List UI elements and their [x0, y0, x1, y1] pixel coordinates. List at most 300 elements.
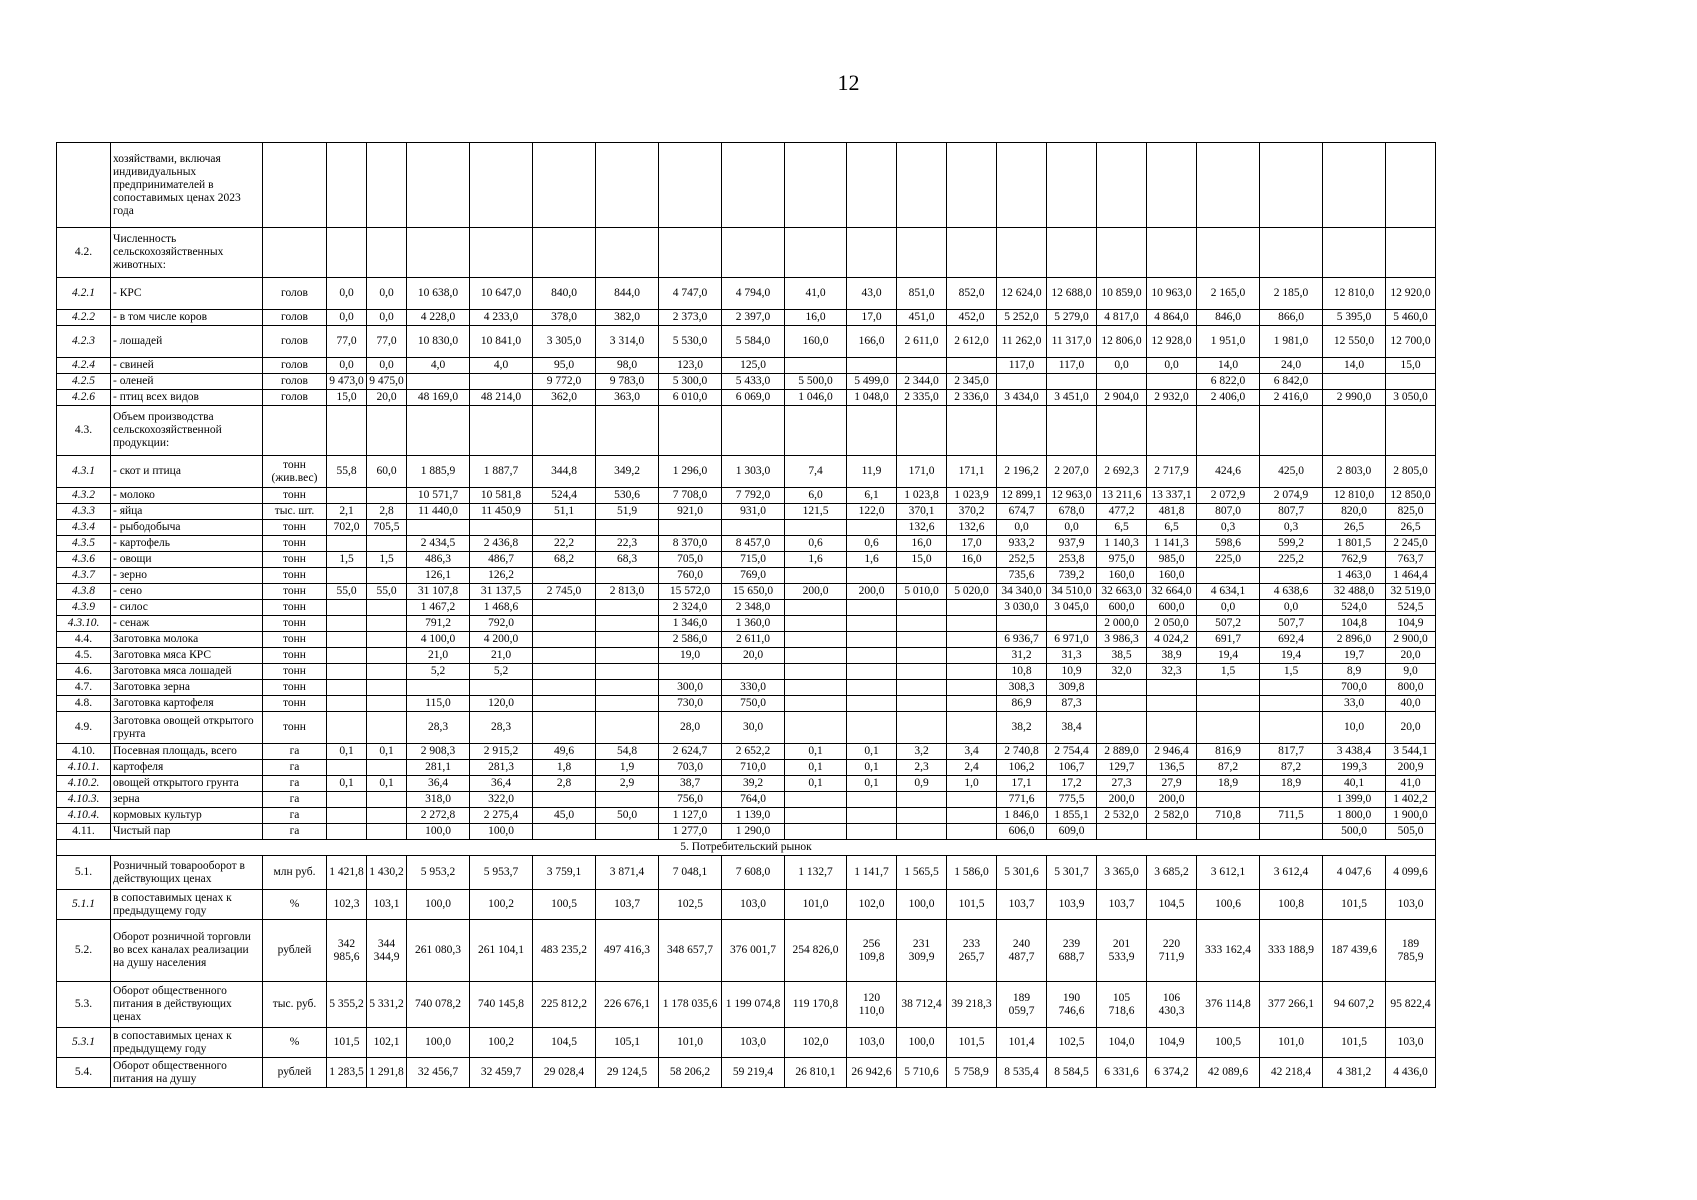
- row-label: Оборот общественного питания на душу: [111, 1058, 263, 1088]
- table-cell: 4 638,6: [1260, 584, 1323, 600]
- table-cell: 120 110,0: [847, 982, 897, 1028]
- row-number: 4.10.3.: [57, 792, 111, 808]
- table-cell: [533, 632, 596, 648]
- table-cell: 377 266,1: [1260, 982, 1323, 1028]
- table-cell: [327, 616, 367, 632]
- row-label: в сопоставимых ценах к предыдущему году: [111, 1028, 263, 1058]
- table-cell: 322,0: [470, 792, 533, 808]
- table-cell: 1 178 035,6: [659, 982, 722, 1028]
- table-cell: 120,0: [470, 696, 533, 712]
- table-cell: [722, 406, 785, 456]
- table-cell: 344,8: [533, 456, 596, 488]
- table-cell: [596, 824, 659, 840]
- table-cell: 2 000,0: [1097, 616, 1147, 632]
- table-cell: 33,0: [1323, 696, 1386, 712]
- table-cell: 102,0: [785, 1028, 847, 1058]
- table-cell: [847, 696, 897, 712]
- table-cell: 38,9: [1147, 648, 1197, 664]
- table-cell: 15,0: [1386, 358, 1436, 374]
- row-unit: тонн: [263, 712, 327, 744]
- table-cell: [1047, 228, 1097, 278]
- table-cell: 31 137,5: [470, 584, 533, 600]
- table-cell: 104,9: [1386, 616, 1436, 632]
- table-cell: [722, 143, 785, 228]
- table-cell: 2 932,0: [1147, 390, 1197, 406]
- table-cell: 59 219,4: [722, 1058, 785, 1088]
- table-cell: 750,0: [722, 696, 785, 712]
- table-cell: [847, 792, 897, 808]
- table-cell: 937,9: [1047, 536, 1097, 552]
- table-cell: [847, 228, 897, 278]
- table-row: [57, 504, 1486, 520]
- table-cell: 0,0: [1260, 600, 1323, 616]
- table-cell: 2 889,0: [1097, 744, 1147, 760]
- row-unit: %: [263, 1028, 327, 1058]
- table-row: [57, 776, 1486, 792]
- table-row: [57, 374, 1486, 390]
- table-cell: 136,5: [1147, 760, 1197, 776]
- table-cell: 95,0: [533, 358, 596, 374]
- table-cell: 3 685,2: [1147, 856, 1197, 890]
- table-cell: 32 459,7: [470, 1058, 533, 1088]
- row-label: - картофель: [111, 536, 263, 552]
- table-cell: 100,0: [407, 890, 470, 920]
- table-cell: 740 145,8: [470, 982, 533, 1028]
- table-cell: 58 206,2: [659, 1058, 722, 1088]
- table-cell: 160,0: [785, 326, 847, 358]
- table-cell: 4 228,0: [407, 310, 470, 326]
- table-cell: 0,0: [367, 310, 407, 326]
- table-cell: 1 199 074,8: [722, 982, 785, 1028]
- table-cell: 26,5: [1386, 520, 1436, 536]
- row-number: 4.7.: [57, 680, 111, 696]
- table-cell: 261 080,3: [407, 920, 470, 982]
- table-cell: 7 608,0: [722, 856, 785, 890]
- table-cell: 121,5: [785, 504, 847, 520]
- row-unit: рублей: [263, 920, 327, 982]
- table-cell: 32 488,0: [1323, 584, 1386, 600]
- table-cell: 771,6: [997, 792, 1047, 808]
- table-cell: [897, 792, 947, 808]
- table-cell: 199,3: [1323, 760, 1386, 776]
- table-cell: [947, 632, 997, 648]
- table-cell: 730,0: [659, 696, 722, 712]
- table-cell: [367, 808, 407, 824]
- row-label: - молоко: [111, 488, 263, 504]
- table-cell: 166,0: [847, 326, 897, 358]
- row-label: - птиц всех видов: [111, 390, 263, 406]
- table-cell: 9 772,0: [533, 374, 596, 390]
- table-cell: 100,2: [470, 890, 533, 920]
- table-cell: 0,1: [327, 776, 367, 792]
- table-cell: 0,0: [327, 358, 367, 374]
- table-cell: 4 817,0: [1097, 310, 1147, 326]
- row-number: 4.2.2: [57, 310, 111, 326]
- table-cell: 5 010,0: [897, 584, 947, 600]
- table-cell: [897, 808, 947, 824]
- table-cell: 0,0: [1097, 358, 1147, 374]
- table-cell: 125,0: [722, 358, 785, 374]
- table-cell: 4 794,0: [722, 278, 785, 310]
- table-cell: 2 652,2: [722, 744, 785, 760]
- table-cell: 703,0: [659, 760, 722, 776]
- table-cell: 1 399,0: [1323, 792, 1386, 808]
- table-cell: 6 936,7: [997, 632, 1047, 648]
- table-cell: 3 986,3: [1097, 632, 1147, 648]
- table-cell: 1 346,0: [659, 616, 722, 632]
- table-cell: 100,8: [1260, 890, 1323, 920]
- table-cell: [367, 760, 407, 776]
- table-row: [57, 600, 1486, 616]
- table-cell: 123,0: [659, 358, 722, 374]
- row-unit: тонн: [263, 664, 327, 680]
- table-cell: [785, 520, 847, 536]
- table-cell: 2,8: [533, 776, 596, 792]
- table-cell: 122,0: [847, 504, 897, 520]
- table-cell: [997, 616, 1047, 632]
- table-cell: 2 624,7: [659, 744, 722, 760]
- table-cell: 11 317,0: [1047, 326, 1097, 358]
- table-cell: [367, 648, 407, 664]
- table-cell: [596, 568, 659, 584]
- table-row: [57, 552, 1486, 568]
- table-cell: 598,6: [1197, 536, 1260, 552]
- table-cell: [1386, 406, 1436, 456]
- table-cell: 160,0: [1147, 568, 1197, 584]
- table-cell: [1386, 228, 1436, 278]
- table-cell: 348 657,7: [659, 920, 722, 982]
- table-cell: 1 887,7: [470, 456, 533, 488]
- row-number: [57, 143, 111, 228]
- table-cell: [897, 143, 947, 228]
- table-cell: 0,1: [367, 776, 407, 792]
- table-cell: 129,7: [1097, 760, 1147, 776]
- row-number: 4.2.1: [57, 278, 111, 310]
- table-cell: 763,7: [1386, 552, 1436, 568]
- table-cell: [596, 712, 659, 744]
- table-row: [57, 982, 1486, 1028]
- row-label: Численность сельскохозяйственных животных:: [111, 228, 263, 278]
- table-cell: [785, 568, 847, 584]
- table-cell: 50,0: [596, 808, 659, 824]
- row-number: 4.2.: [57, 228, 111, 278]
- table-cell: 820,0: [1323, 504, 1386, 520]
- table-cell: 678,0: [1047, 504, 1097, 520]
- table-cell: 1 023,9: [947, 488, 997, 504]
- row-label: - оленей: [111, 374, 263, 390]
- row-number: 4.3.1: [57, 456, 111, 488]
- table-cell: 3 759,1: [533, 856, 596, 890]
- table-cell: [1147, 143, 1197, 228]
- row-unit: тонн: [263, 616, 327, 632]
- table-cell: [1260, 680, 1323, 696]
- section-title: 5. Потребительский рынок: [57, 840, 1436, 856]
- table-row: [57, 1028, 1486, 1058]
- table-cell: [785, 358, 847, 374]
- section-header-row: [57, 840, 1486, 856]
- table-cell: 702,0: [327, 520, 367, 536]
- table-cell: [1147, 406, 1197, 456]
- table-cell: [1097, 228, 1147, 278]
- table-cell: [1260, 228, 1323, 278]
- table-cell: 2 754,4: [1047, 744, 1097, 760]
- table-cell: [470, 374, 533, 390]
- row-number: 4.3.6: [57, 552, 111, 568]
- table-cell: 599,2: [1260, 536, 1323, 552]
- table-cell: 32 664,0: [1147, 584, 1197, 600]
- table-cell: 370,1: [897, 504, 947, 520]
- table-cell: 38,5: [1097, 648, 1147, 664]
- table-cell: 189 785,9: [1386, 920, 1436, 982]
- table-cell: 318,0: [407, 792, 470, 808]
- table-cell: 762,9: [1323, 552, 1386, 568]
- table-cell: 261 104,1: [470, 920, 533, 982]
- table-cell: [847, 824, 897, 840]
- table-cell: 2,4: [947, 760, 997, 776]
- table-cell: 2 805,0: [1386, 456, 1436, 488]
- table-cell: 225 812,2: [533, 982, 596, 1028]
- row-number: 4.11.: [57, 824, 111, 840]
- row-label: Заготовка овощей открытого грунта: [111, 712, 263, 744]
- row-unit: голов: [263, 310, 327, 326]
- table-cell: 507,7: [1260, 616, 1323, 632]
- table-cell: [1147, 374, 1197, 390]
- table-cell: 524,0: [1323, 600, 1386, 616]
- table-cell: 38 712,4: [897, 982, 947, 1028]
- table-cell: 100,6: [1197, 890, 1260, 920]
- table-cell: [659, 228, 722, 278]
- row-number: 4.4.: [57, 632, 111, 648]
- table-cell: 41,0: [1386, 776, 1436, 792]
- table-cell: [327, 600, 367, 616]
- table-cell: 100,0: [407, 1028, 470, 1058]
- table-cell: 1 290,0: [722, 824, 785, 840]
- table-cell: 10,8: [997, 664, 1047, 680]
- table-cell: 200,9: [1386, 760, 1436, 776]
- table-cell: 55,8: [327, 456, 367, 488]
- table-cell: 11 262,0: [997, 326, 1047, 358]
- table-row: [57, 1058, 1486, 1088]
- row-unit: га: [263, 792, 327, 808]
- table-cell: 40,1: [1323, 776, 1386, 792]
- row-label: - в том числе коров: [111, 310, 263, 326]
- table-cell: [1323, 406, 1386, 456]
- row-label: картофеля: [111, 760, 263, 776]
- table-cell: [327, 760, 367, 776]
- table-cell: 117,0: [997, 358, 1047, 374]
- table-cell: [1323, 374, 1386, 390]
- table-cell: 19,4: [1260, 648, 1323, 664]
- table-cell: [1197, 792, 1260, 808]
- table-cell: 5 584,0: [722, 326, 785, 358]
- table-row: [57, 696, 1486, 712]
- table-cell: 100,0: [897, 1028, 947, 1058]
- table-cell: 104,8: [1323, 616, 1386, 632]
- table-cell: [367, 792, 407, 808]
- table-cell: 600,0: [1147, 600, 1197, 616]
- table-cell: 0,0: [1197, 600, 1260, 616]
- table-cell: 11 450,9: [470, 504, 533, 520]
- row-unit: тонн: [263, 536, 327, 552]
- table-cell: 77,0: [327, 326, 367, 358]
- table-row: [57, 488, 1486, 504]
- row-label: - КРС: [111, 278, 263, 310]
- table-cell: 15 572,0: [659, 584, 722, 600]
- table-cell: 38,4: [1047, 712, 1097, 744]
- table-cell: 705,0: [659, 552, 722, 568]
- table-cell: 101,0: [1260, 1028, 1323, 1058]
- row-unit: га: [263, 808, 327, 824]
- table-cell: [659, 406, 722, 456]
- table-row: [57, 390, 1486, 406]
- row-label: - сенаж: [111, 616, 263, 632]
- table-cell: [1197, 696, 1260, 712]
- table-cell: 100,5: [533, 890, 596, 920]
- row-unit: га: [263, 760, 327, 776]
- row-unit: млн руб.: [263, 856, 327, 890]
- table-cell: 2 915,2: [470, 744, 533, 760]
- table-cell: 29 124,5: [596, 1058, 659, 1088]
- table-cell: 705,5: [367, 520, 407, 536]
- table-cell: 0,0: [327, 310, 367, 326]
- table-cell: [470, 680, 533, 696]
- row-unit: голов: [263, 278, 327, 310]
- row-label: хозяйствами, включая индивидуальных предпринимателей в сопоставимых ценах 2023 года: [111, 143, 263, 228]
- table-cell: 68,3: [596, 552, 659, 568]
- table-cell: 102,5: [659, 890, 722, 920]
- table-cell: 851,0: [897, 278, 947, 310]
- table-cell: [947, 143, 997, 228]
- table-cell: [785, 792, 847, 808]
- table-cell: 5 710,6: [897, 1058, 947, 1088]
- table-cell: [897, 632, 947, 648]
- table-cell: 103,7: [1097, 890, 1147, 920]
- table-cell: 2 165,0: [1197, 278, 1260, 310]
- row-number: 5.1.: [57, 856, 111, 890]
- table-cell: 0,1: [847, 760, 897, 776]
- table-cell: 12 624,0: [997, 278, 1047, 310]
- table-cell: 931,0: [722, 504, 785, 520]
- table-cell: [1097, 143, 1147, 228]
- table-cell: 32,0: [1097, 664, 1147, 680]
- table-cell: 5 953,2: [407, 856, 470, 890]
- table-cell: 477,2: [1097, 504, 1147, 520]
- table-cell: 233 265,7: [947, 920, 997, 982]
- table-cell: 17,2: [1047, 776, 1097, 792]
- table-cell: [1260, 568, 1323, 584]
- table-cell: 32,3: [1147, 664, 1197, 680]
- row-label: - зерно: [111, 568, 263, 584]
- row-label: Заготовка мяса лошадей: [111, 664, 263, 680]
- table-cell: 2 904,0: [1097, 390, 1147, 406]
- table-cell: 5 301,6: [997, 856, 1047, 890]
- table-cell: 100,0: [407, 824, 470, 840]
- table-cell: [1097, 824, 1147, 840]
- row-number: 4.3.8: [57, 584, 111, 600]
- table-cell: 29 028,4: [533, 1058, 596, 1088]
- table-cell: [327, 680, 367, 696]
- row-unit: га: [263, 744, 327, 760]
- table-cell: [533, 680, 596, 696]
- table-cell: 132,6: [897, 520, 947, 536]
- row-unit: тонн: [263, 552, 327, 568]
- table-cell: 2 275,4: [470, 808, 533, 824]
- table-cell: 2 946,4: [1147, 744, 1197, 760]
- table-cell: 16,0: [785, 310, 847, 326]
- table-cell: 105,1: [596, 1028, 659, 1058]
- table-cell: 852,0: [947, 278, 997, 310]
- table-cell: 1 801,5: [1323, 536, 1386, 552]
- table-row: [57, 520, 1486, 536]
- table-cell: 86,9: [997, 696, 1047, 712]
- table-cell: 4 381,2: [1323, 1058, 1386, 1088]
- table-cell: [785, 648, 847, 664]
- table-cell: [947, 648, 997, 664]
- table-cell: 0,0: [327, 278, 367, 310]
- table-cell: [1323, 228, 1386, 278]
- table-cell: 225,2: [1260, 552, 1323, 568]
- row-label: Заготовка картофеля: [111, 696, 263, 712]
- table-cell: [1386, 143, 1436, 228]
- table-cell: 807,7: [1260, 504, 1323, 520]
- table-cell: 132,6: [947, 520, 997, 536]
- table-cell: [897, 680, 947, 696]
- table-cell: 5,2: [470, 664, 533, 680]
- table-cell: 39,2: [722, 776, 785, 792]
- table-cell: 12 688,0: [1047, 278, 1097, 310]
- table-cell: 800,0: [1386, 680, 1436, 696]
- table-cell: 0,9: [897, 776, 947, 792]
- table-cell: 5 758,9: [947, 1058, 997, 1088]
- table-cell: 5 020,0: [947, 584, 997, 600]
- table-cell: 68,2: [533, 552, 596, 568]
- table-cell: 2 336,0: [947, 390, 997, 406]
- table-cell: 38,7: [659, 776, 722, 792]
- table-cell: 6 842,0: [1260, 374, 1323, 390]
- table-cell: 1 951,0: [1197, 326, 1260, 358]
- table-cell: 2 990,0: [1323, 390, 1386, 406]
- table-cell: 505,0: [1386, 824, 1436, 840]
- table-cell: [533, 824, 596, 840]
- table-cell: 98,0: [596, 358, 659, 374]
- table-cell: [1386, 374, 1436, 390]
- table-cell: 0,0: [1147, 358, 1197, 374]
- table-cell: 0,1: [847, 776, 897, 792]
- table-cell: 101,5: [947, 890, 997, 920]
- table-cell: [847, 712, 897, 744]
- table-cell: 0,1: [785, 760, 847, 776]
- table-cell: [1047, 616, 1097, 632]
- row-label: - силос: [111, 600, 263, 616]
- table-cell: 10 581,8: [470, 488, 533, 504]
- table-cell: [327, 536, 367, 552]
- row-number: 4.10.: [57, 744, 111, 760]
- table-cell: 17,1: [997, 776, 1047, 792]
- row-number: 5.3.1: [57, 1028, 111, 1058]
- table-cell: 77,0: [367, 326, 407, 358]
- table-cell: 692,4: [1260, 632, 1323, 648]
- row-unit: тонн: [263, 488, 327, 504]
- table-cell: [367, 568, 407, 584]
- table-cell: 6 010,0: [659, 390, 722, 406]
- table-cell: 103,9: [1047, 890, 1097, 920]
- table-cell: 1 900,0: [1386, 808, 1436, 824]
- table-cell: 1 981,0: [1260, 326, 1323, 358]
- table-cell: [847, 568, 897, 584]
- table-cell: 6,5: [1097, 520, 1147, 536]
- table-cell: 160,0: [1097, 568, 1147, 584]
- table-cell: 376 001,7: [722, 920, 785, 982]
